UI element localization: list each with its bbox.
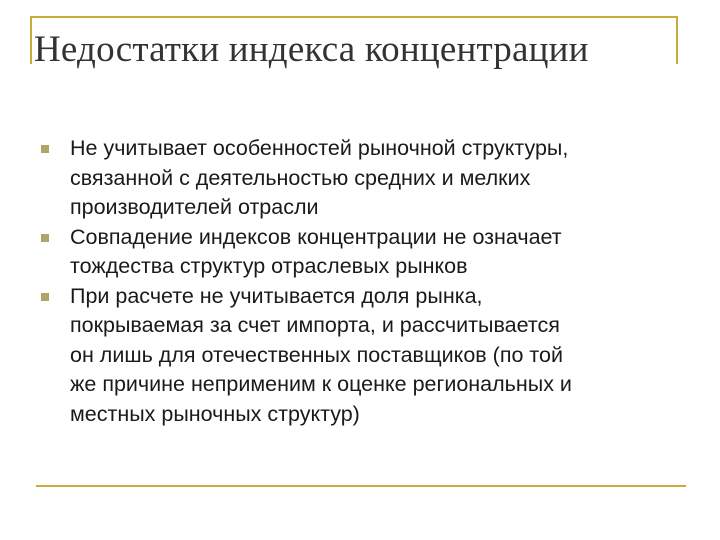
left-accent-line <box>30 16 32 64</box>
bullet-text-line: местных рыночных структур) <box>70 401 360 426</box>
bullet-text-line: связанной с деятельностью средних и мелких <box>70 165 531 190</box>
bullet-list <box>38 134 688 429</box>
bullet-text-line: он лишь для отечественных поставщиков (по той <box>70 342 563 367</box>
right-accent-line <box>676 16 678 64</box>
top-accent-line <box>30 16 678 18</box>
bullet-text-line: При расчете не учитывается доля рынка, <box>70 283 483 308</box>
bullet-text-line: Совпадение индексов концентрации не означает <box>70 224 562 249</box>
bullet-item-3 <box>38 282 688 430</box>
slide-title: Недостатки индекса концентрации <box>34 29 589 70</box>
bullet-item-1 <box>38 134 688 223</box>
bottom-accent-line <box>36 485 686 487</box>
bullet-text-line: тождества структур отраслевых рынков <box>70 254 468 278</box>
bullet-text-line: покрываемая за счет импорта, и рассчитывается <box>70 313 560 337</box>
bullet-text-line: Не учитывает особенностей рыночной структуры, <box>70 136 569 160</box>
square-bullet-icon <box>41 234 49 242</box>
square-bullet-icon <box>41 293 49 301</box>
bullet-text-line: производителей отрасли <box>70 195 319 219</box>
square-bullet-icon <box>41 145 49 153</box>
bullet-item-2 <box>38 223 688 282</box>
bullet-text-line: же причине неприменим к оценке региональных и <box>70 372 572 396</box>
